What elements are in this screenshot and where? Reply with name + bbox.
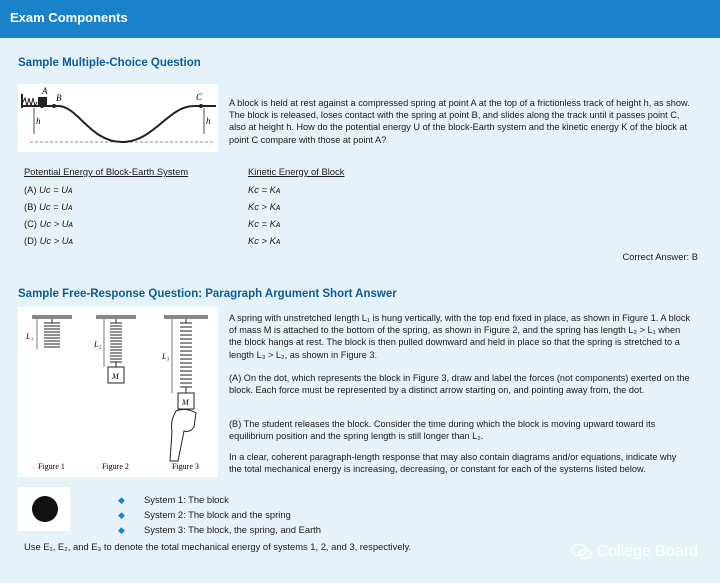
system-2-item: ◆ System 2: The block and the spring [118,509,291,520]
label-a: A [42,86,48,96]
option-a-potential: (A) Uᴄ = Uᴀ [24,184,73,195]
spring-figures [18,307,218,477]
block-dot[interactable] [32,496,58,522]
option-a-kinetic: Kᴄ = Kᴀ [248,184,281,195]
correct-answer: Correct Answer: B [622,251,698,262]
frq-part-b: (B) The student releases the block. Consider the time during which the block is moving upward toward its equilibrium position and the spring length is still longer than L₂. [229,419,656,442]
frq-section-title: Sample Free-Response Question: Paragraph Argument Short Answer [18,288,397,300]
system-1-item: ◆ System 1: The block [118,494,229,505]
caption-figure-3: Figure 3 [172,462,199,471]
option-d-potential: (D) Uᴄ > Uᴀ [24,235,74,246]
diamond-bullet-icon: ◆ [118,525,125,535]
header-title: Exam Components [10,10,128,25]
diamond-bullet-icon: ◆ [118,495,125,505]
label-h-left: h [36,116,41,126]
column-header-kinetic-energy: Kinetic Energy of Block [248,166,345,177]
caption-figure-1: Figure 1 [38,462,65,471]
block-dot-box[interactable] [18,487,70,531]
label-m2: M [112,372,119,381]
label-l2: L₂ [94,340,102,349]
watermark [571,543,698,561]
column-header-potential-energy: Potential Energy of Block-Earth System [24,166,189,177]
label-b: B [56,93,62,103]
header-bar [0,0,720,38]
option-d-kinetic: Kᴄ > Kᴀ [248,235,281,246]
option-c-potential: (C) Uᴄ > Uᴀ [24,218,74,229]
watermark-text: College Board [596,543,698,560]
frq-intro: A spring with unstretched length L₁ is hung vertically, with the top end fixed in place, as shown in Figure 1. A block of mass M is attached to the bottom of the spring, as shown in Figure 2, and the spring has length L₂ > L₁ when the block hangs at rest. The block is then pulled downward and held in place so that the spring is stretched to a length L₃ > L₂, as shown in Figure 3. [229,313,691,360]
diamond-bullet-icon: ◆ [118,510,125,520]
label-m3: M [182,398,189,407]
frq-part-a: (A) On the dot, which represents the block in Figure 3, draw and label the forces (not components) exerted on the block. Each force must be represented by a distinct arrow starting on, and pointing away from, the dot. [229,373,690,396]
mcq-section-title: Sample Multiple-Choice Question [18,57,201,69]
option-b-potential: (B) Uᴄ = Uᴀ [24,201,73,212]
label-l1: L₁ [26,332,34,341]
wechat-icon [571,543,593,561]
label-c: C [196,92,203,102]
caption-figure-2: Figure 2 [102,462,129,471]
frq-footer-note: Use E₁, E₂, and E₃ to denote the total mechanical energy of systems 1, 2, and 3, respectively. [24,541,412,552]
frq-part-b-instructions: In a clear, coherent paragraph-length response that may also contain diagrams and/or equations, indicate why the total mechanical energy is increasing, decreasing, or constant for each of the systems listed below. [229,452,677,475]
label-l3: L₃ [162,352,170,361]
label-h-right: h [206,116,211,126]
system-3-item: ◆ System 3: The block, the spring, and Earth [118,524,322,535]
track-figure [18,84,218,152]
option-b-kinetic: Kᴄ > Kᴀ [248,201,281,212]
option-c-kinetic: Kᴄ = Kᴀ [248,218,281,229]
mcq-stem: A block is held at rest against a compressed spring at point A at the top of a frictionless track of height h, as show. The block is released, loses contact with the spring at point B, and slides along the track until it passes point C, also at height h. How do the potential energy U of the block-Earth system and the kinetic energy K of the block at point C compare with those at point A? [229,98,690,145]
